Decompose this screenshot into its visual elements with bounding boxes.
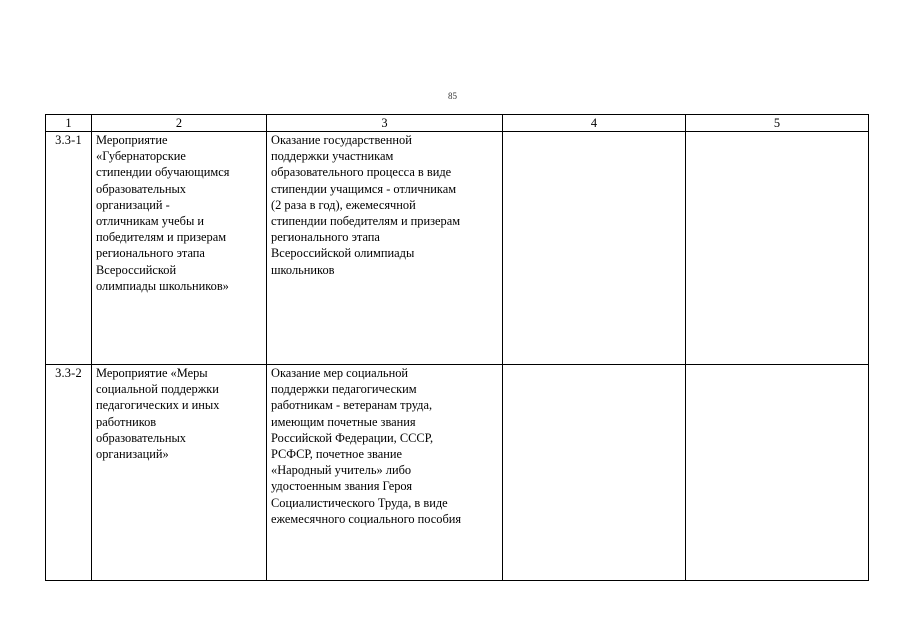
cell-line: имеющим почетные звания: [271, 414, 416, 429]
cell-line: стипендии учащимся - отличникам: [271, 181, 457, 196]
column-header-5: 5: [686, 115, 869, 132]
cell-line: олимпиады школьников»: [96, 278, 229, 293]
table-row: [46, 365, 869, 581]
table-header-row: [46, 115, 869, 132]
cell-line: «Народный учитель» либо: [271, 463, 412, 478]
cell-line: работникам - ветеранам труда,: [271, 398, 433, 413]
cell-line: Всероссийской олимпиады: [271, 246, 415, 261]
cell-line: образовательного процесса в виде: [271, 165, 452, 180]
cell-line: Оказание мер социальной: [271, 366, 409, 380]
cell-line: поддержки педагогическим: [271, 382, 417, 397]
row-number: 3.3-2: [46, 365, 92, 581]
cell-line: отличникам учебы и: [96, 214, 205, 229]
cell-line: образовательных: [96, 430, 186, 445]
measure-description-cell: [267, 132, 503, 365]
page-number: 85: [448, 91, 457, 101]
cell-line: Оказание государственной: [271, 133, 412, 147]
cell-line: образовательных: [96, 181, 186, 196]
empty-cell-col5: [686, 365, 869, 581]
cell-line: Мероприятие «Меры: [96, 366, 208, 380]
cell-line: победителям и призерам: [96, 230, 227, 245]
cell-line: удостоенным звания Героя: [271, 479, 413, 494]
column-header-3: 3: [267, 115, 503, 132]
cell-line: работников: [96, 414, 157, 429]
measure-name-cell: [92, 132, 267, 365]
column-header-4: 4: [503, 115, 686, 132]
row-number: 3.3-1: [46, 132, 92, 365]
table-row: [46, 132, 869, 365]
cell-line: Мероприятие: [96, 133, 168, 147]
cell-line: стипендии победителям и призерам: [271, 214, 461, 229]
measure-name-cell: [92, 365, 267, 581]
cell-line: ежемесячного социального пособия: [271, 511, 462, 526]
measure-description-cell: [267, 365, 503, 581]
cell-line: Всероссийской: [96, 262, 177, 277]
column-header-2: 2: [92, 115, 267, 132]
cell-line: Российской Федерации, СССР,: [271, 430, 434, 445]
empty-cell-col4: [503, 365, 686, 581]
cell-line: организаций -: [96, 197, 170, 212]
empty-cell-col5: [686, 132, 869, 365]
cell-line: Социалистического Труда, в виде: [271, 495, 448, 510]
cell-line: РСФСР, почетное звание: [271, 447, 402, 462]
cell-line: социальной поддержки: [96, 382, 219, 397]
cell-line: школьников: [271, 262, 335, 277]
cell-line: регионального этапа: [271, 230, 380, 245]
data-table: [45, 114, 869, 581]
empty-cell-col4: [503, 132, 686, 365]
cell-line: «Губернаторские: [96, 149, 186, 164]
cell-line: поддержки участникам: [271, 149, 394, 164]
cell-line: организаций»: [96, 447, 169, 462]
cell-line: педагогических и иных: [96, 398, 220, 413]
column-header-1: 1: [46, 115, 92, 132]
cell-line: регионального этапа: [96, 246, 205, 261]
cell-line: стипендии обучающимся: [96, 165, 230, 180]
cell-line: (2 раза в год), ежемесячной: [271, 197, 416, 212]
